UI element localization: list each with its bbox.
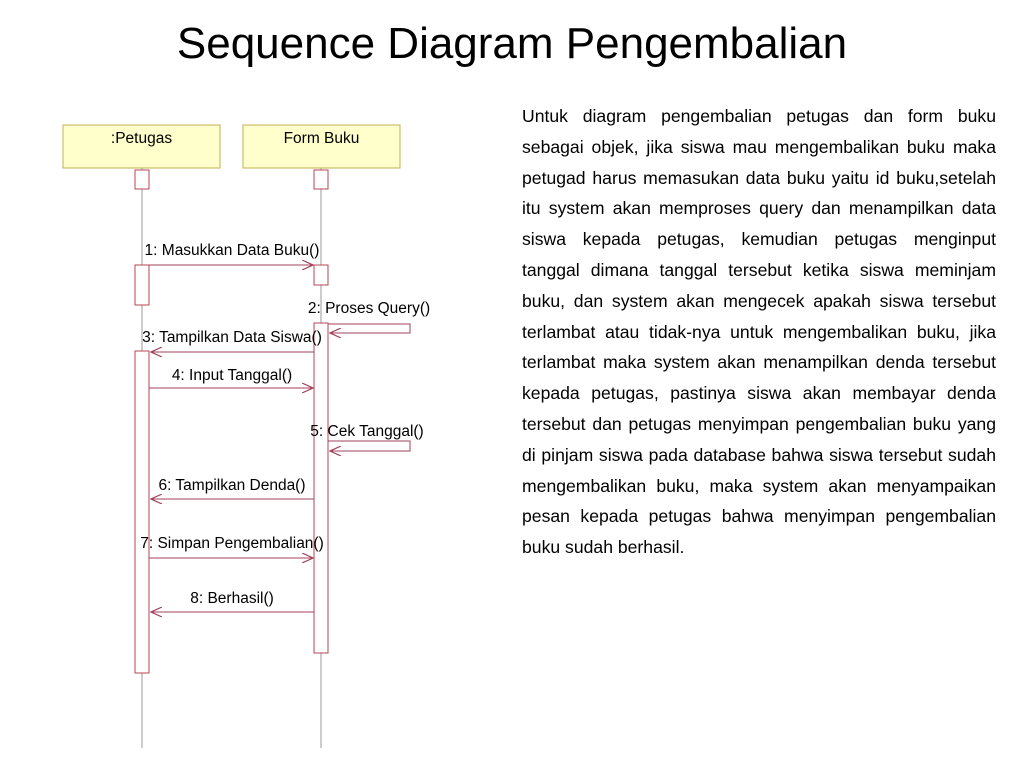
message-arrow-2 [328, 324, 410, 333]
slide-title: Sequence Diagram Pengembalian [176, 19, 848, 68]
description-paragraph: Untuk diagram pengembalian petugas dan form buku sebagai objek, jika siswa mau mengembalikan buku maka petugad harus memasukan data buku yaitu id buku,setelah itu system akan memproses query dan menampilkan data siswa kepada petugas, kemudian petugas menginput tanggal dimana tanggal tersebut ketika siswa meminjam buku, dan system akan mengecek apakah siswa tersebut terlambat atau tidak-nya untuk mengembalikan buku, jika terlambat maka system akan menampilkan denda tersebut kepada petugas, pastinya siswa akan membayar denda tersebut dan petugas menyimpan pengembalian buku yang di pinjam siswa pada database bahwa siswa tersebut sudah mengembalikan buku, maka system akan menyampaikan pesan kepada petugas bahwa menyimpan pengembalian buku sudah berhasil. [522, 106, 996, 558]
message-label-3: 3: Tampilkan Data Siswa() [142, 329, 322, 346]
activation-bar [314, 323, 328, 653]
activation-bar [135, 170, 149, 189]
message-label-4: 4: Input Tanggal() [171, 367, 293, 384]
activation-bar [135, 265, 149, 305]
message-arrow-5 [328, 441, 410, 451]
object-form-buku-label: Form Buku [283, 130, 360, 147]
activation-bar [314, 170, 328, 189]
activation-bar [135, 351, 149, 673]
object-petugas [63, 125, 220, 168]
message-label-8: 8: Berhasil() [190, 590, 274, 607]
message-label-7: 7: Simpan Pengembalian() [140, 535, 324, 552]
message-label-1: 1: Masukkan Data Buku() [144, 242, 320, 259]
message-label-6: 6: Tampilkan Denda() [158, 477, 306, 494]
activation-bar [314, 265, 328, 285]
message-label-2: 2: Proses Query() [307, 300, 431, 317]
message-label-5: 5: Cek Tanggal() [310, 423, 424, 440]
object-form-buku [243, 125, 400, 168]
object-petugas-label: :Petugas [110, 130, 173, 147]
